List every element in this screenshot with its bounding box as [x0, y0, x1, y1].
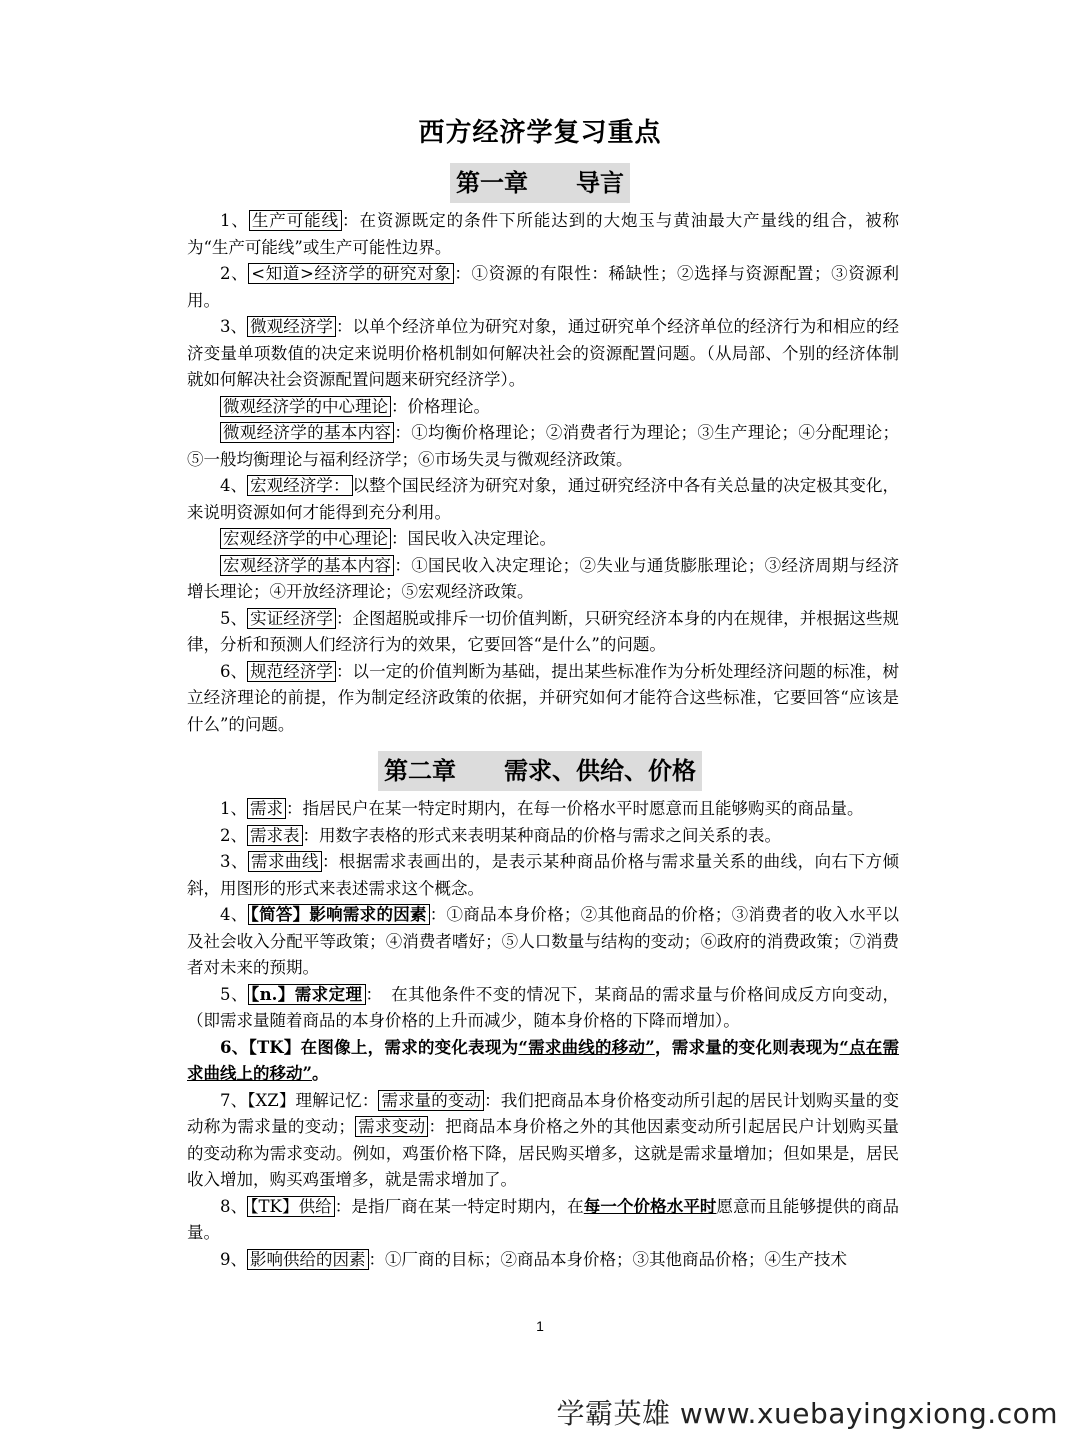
ch2-item-5: 5、 【n.】需求定理 ： 在其他条件不变的情况下，某商品的需求量与价格间成反方向变动，（即需求量随着商品的本身价格的上升而减少，随本身价格的下降而增加）。	[187, 984, 900, 1030]
ch2-item-1: 1、 需求 ：指居民户在某一特定时期内，在每一价格水平时愿意而且能够购买的商品量。	[220, 799, 864, 818]
ch1-item: 2、 <知道>经济学的研究对象 ：①资源的有限性：稀缺性；②选择与资源配置；③资源利用。	[187, 264, 900, 310]
watermark-text: 学霸英雄 www.xuebayingxiong.com	[556, 1397, 1058, 1430]
term-box: 需求量的变动	[378, 1090, 484, 1111]
ch1-item: 6、 规范经济学 ：以一定的价值判断为基础，提出某些标准作为分析处理经济问题的标准，树立经济理论的前提，作为制定经济政策的依据，并研究如何才能符合这些标准，它要回答“应该是什么”的问题。	[187, 661, 899, 734]
ch2-item-3: 3、 需求曲线 ：根据需求表画出的，是表示某种商品价格与需求量关系的曲线，向右下方倾斜，用图形的形式来表述需求这个概念。	[187, 852, 900, 898]
ch2-item-9: 9、 影响供给的因素 ：①厂商的目标；②商品本身价格；③其他商品价格；④生产技术	[220, 1249, 847, 1269]
chapter-2-heading-text: 第二章 需求、供给、价格	[378, 751, 702, 791]
term-box: 需求表	[247, 825, 303, 846]
ch2-item-8: 8、 【TK】供给 ：是指厂商在某一特定时期内，在每一个价格水平时愿意而且能够提供的商品量。	[187, 1196, 900, 1242]
ch1-item: 宏观经济学的基本内容 ：①国民收入决定理论；②失业与通货膨胀理论；③经济周期与经济增长理论；④开放经济理论；⑤宏观经济政策。	[187, 555, 900, 601]
ch1-item: 4、 宏观经济学： 以整个国民经济为研究对象，通过研究经济中各有关总量的决定极其变化，来说明资源如何才能得到充分利用。	[187, 476, 899, 522]
ch1-item: 1、 生产可能线 ：在资源既定的条件下所能达到的大炮玉与黄油最大产量线的组合，被称为“生产可能线”或生产可能性边界。	[187, 211, 900, 257]
term-box: 【简答】影响需求的因素	[248, 904, 430, 925]
ch2-item-6: 6、【TK】在图像上，需求的变化表现为“需求曲线的移动”，需求量的变化则表现为“点在需求曲线上的移动”。	[187, 1037, 900, 1083]
term-box: 宏观经济学的基本内容	[220, 555, 394, 576]
term-box: 【TK】供给	[247, 1196, 335, 1217]
page-number: 1	[536, 1318, 544, 1334]
chapter-1-heading-text: 第一章 导言	[450, 163, 630, 203]
term-box: 需求	[247, 798, 286, 819]
ch1-item: 微观经济学的中心理论 ：价格理论。	[187, 394, 899, 421]
term-box: 微观经济学的中心理论	[220, 396, 391, 417]
term-box: 实证经济学	[247, 608, 336, 629]
term-box: 影响供给的因素	[247, 1249, 369, 1270]
term-box: 【n.】需求定理	[248, 984, 366, 1005]
chapter-2-body	[187, 796, 899, 1273]
term-box: <知道>经济学的研究对象	[248, 263, 454, 284]
ch1-item: 5、 实证经济学 ：企图超脱或排斥一切价值判断，只研究经济本身的内在规律，并根据这些规律，分析和预测人们经济行为的效果，它要回答“是什么”的问题。	[187, 608, 899, 654]
term-box: 宏观经济学的中心理论	[220, 528, 391, 549]
term-box: 需求曲线	[248, 851, 322, 872]
chapter-1-body	[187, 208, 899, 738]
ch2-item-7: 7、【XZ】理解记忆： 需求量的变动 ：我们把商品本身价格变动所引起的居民计划购买量的变动称为需求量的变动； 需求变动 ：把商品本身价格之外的其他因素变动所引起居民户计划购买量的变动称为需求变动。例如，鸡蛋价格下降，居民购买增多，这就是需求量增加；但如果是，居民收入增加，购买鸡蛋增多，就是需求增加了。	[187, 1090, 900, 1189]
term-box: 微观经济学的基本内容	[220, 422, 394, 443]
ch2-item-2: 2、 需求表 ：用数字表格的形式来表明某种商品的价格与需求之间关系的表。	[220, 825, 781, 845]
ch1-item: 宏观经济学的中心理论 ：国民收入决定理论。	[187, 526, 899, 553]
chapter-1-heading	[0, 163, 1080, 203]
term-box: 微观经济学	[247, 316, 336, 337]
term-box: 宏观经济学：	[247, 475, 352, 496]
ch1-item: 3、 微观经济学 ：以单个经济单位为研究对象，通过研究单个经济单位的经济行为和相应的经济变量单项数值的决定来说明价格机制如何解决社会的资源配置问题。（从局部、个别的经济体制就如何解决社会资源配置问题来研究经济学）。	[187, 317, 899, 389]
chapter-2-heading	[0, 751, 1080, 791]
ch1-item: 微观经济学的基本内容 ：①均衡价格理论；②消费者行为理论；③生产理论；④分配理论；⑤一般均衡理论与福利经济学；⑥市场失灵与微观经济政策。	[187, 423, 900, 469]
ch2-item-4: 4、 【简答】影响需求的因素 ：①商品本身价格；②其他商品的价格；③消费者的收入水平以及社会收入分配平等政策；④消费者嗜好；⑤人口数量与结构的变动；⑥政府的消费政策；⑦消费者对未来的预期。	[187, 905, 900, 977]
term-box: 规范经济学	[247, 661, 336, 682]
document-title: 西方经济学复习重点	[418, 118, 662, 148]
term-box: 需求变动	[355, 1116, 429, 1137]
term-box: 生产可能线	[249, 210, 342, 231]
